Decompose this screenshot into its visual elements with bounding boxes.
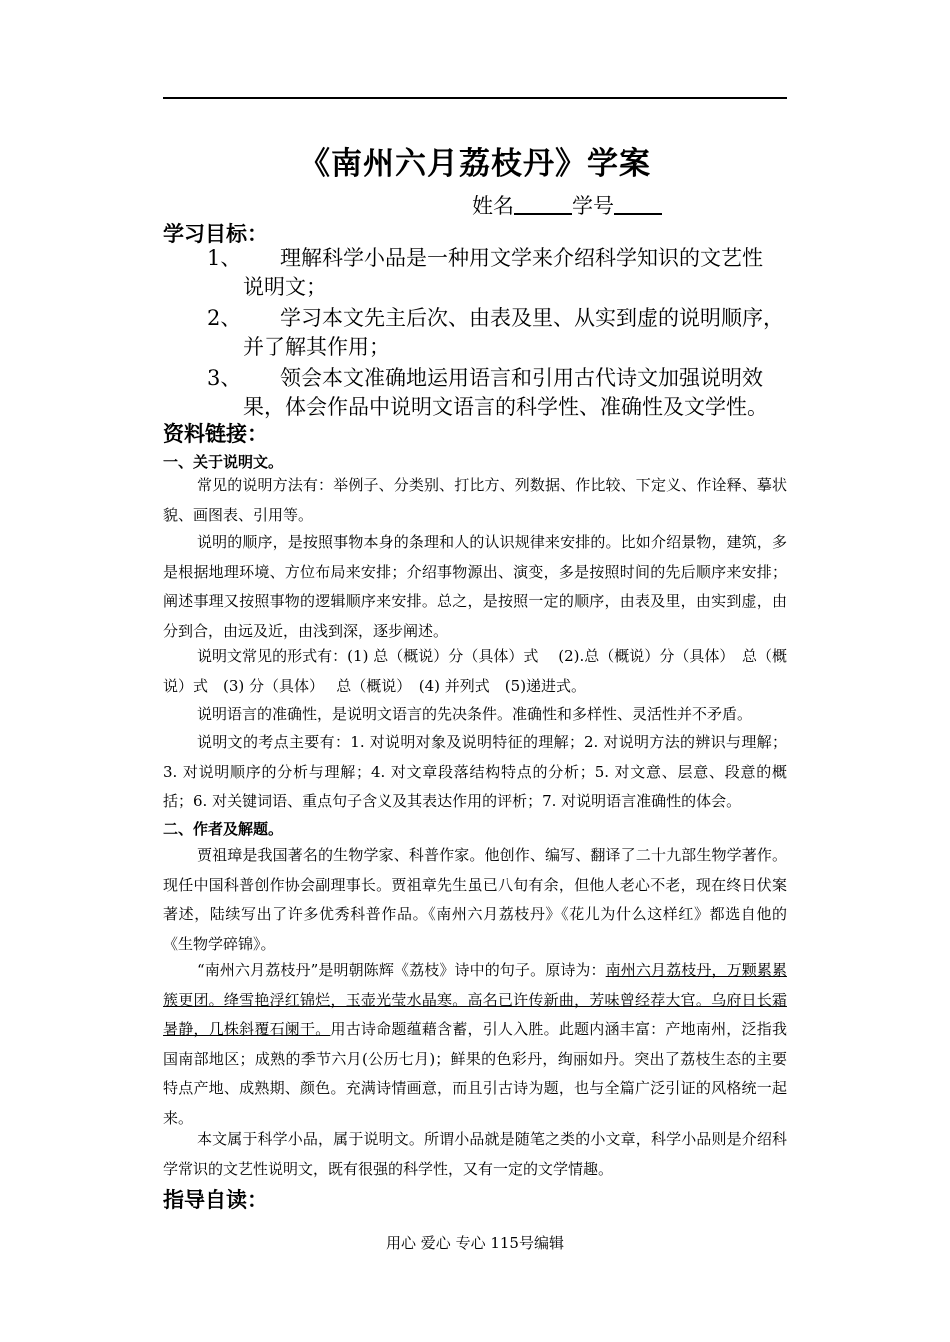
paragraph-order: 说明的顺序，是按照事物本身的条理和人的认识规律来安排的。比如介绍景物，建筑，多是根据地理环境、方位布局来安排；介绍事物源出、演变，多是按照时间的先后顺序来安排；阐述事理又按照事物的逻辑顺序来安排。总之，是按照一定的顺序，由表及里，由实到虚，由分到合，由远及近，由浅到深，逐步阐述。 (163, 533, 787, 640)
page-footer: 用心 爱心 专心 115号编辑 (386, 1234, 564, 1252)
paragraph-genre: 本文属于科学小品，属于说明文。所谓小品就是随笔之类的小文章，科学小品则是介绍科学常识的文艺性说明文，既有很强的科学性，又有一定的文学情趣。 (163, 1130, 787, 1178)
header-rule (163, 97, 787, 99)
goal-text-cont: 并了解其作用； (243, 335, 390, 359)
name-label: 姓名 (472, 194, 514, 218)
paragraph-methods: 常见的说明方法有：举例子、分类别、打比方、列数据、作比较、下定义、作诠释、摹状貌、画图表、引用等。 (163, 476, 787, 524)
poem-text: 南州六月荔枝丹，万颗累累簇更团。绛雪艳浮红锦烂，玉壶光莹水晶寒。高名已许传新曲，芳味曾经荐大官。乌府日长霜暑静，几株斜覆石阑干。 (163, 961, 787, 1038)
subsection-expository: 一、关于说明文。 (163, 453, 284, 471)
section-links-heading: 资料链接： (163, 422, 268, 446)
section-goals-heading: 学习目标： (163, 222, 268, 246)
section-guide-heading: 指导自读： (163, 1188, 268, 1212)
paragraph-exam-points: 说明文的考点主要有：1. 对说明对象及说明特征的理解；2. 对说明方法的辨识与理解；3. 对说明顺序的分析与理解；4. 对文章段落结构特点的分析；5. 对文意、层意、段意的概括；6. 对关键词语、重点句子含义及其表达作用的评析；7. 对说明语言准确性的体会。 (163, 733, 787, 810)
goals-list (163, 244, 793, 422)
goal-number: 1、 (207, 246, 242, 270)
paragraph-forms: 说明文常见的形式有：(1) 总（概说）分（具体）式 (2).总（概说）分（具体） 总（概说）式 (3) 分（具体） 总（概说） (4) 并列式 (5)递进式。 (163, 647, 787, 695)
id-blank[interactable] (614, 193, 662, 215)
goal-text-cont: 说明文； (243, 275, 327, 299)
goal-text: 领会本文准确地运用语言和引用古代诗文加强说明效 (280, 366, 763, 390)
goal-item (163, 304, 793, 362)
goal-text-cont: 果，体会作品中说明文语言的科学性、准确性及文学性。 (243, 395, 768, 419)
goal-text: 理解科学小品是一种用文学来介绍科学知识的文艺性 (280, 246, 763, 270)
name-id-line (472, 190, 662, 220)
paragraph-accuracy: 说明语言的准确性，是说明文语言的先决条件。准确性和多样性、灵活性并不矛盾。 (197, 705, 753, 723)
goal-number: 2、 (207, 306, 242, 330)
paragraph-author: 贾祖璋是我国著名的生物学家、科普作家。他创作、编写、翻译了二十九部生物学著作。现任中国科普创作协会副理事长。贾祖章先生虽已八旬有余，但他人老心不老，现在终日伏案著述，陆续写出了许多优秀科普作品。《南州六月荔枝丹》《花儿为什么这样红》都选自他的《生物学碎锦》。 (163, 846, 787, 953)
goal-item (163, 364, 793, 422)
paragraph-title-origin (163, 956, 787, 1133)
goal-item (163, 244, 793, 302)
name-blank[interactable] (514, 193, 572, 215)
subsection-author: 二、作者及解题。 (163, 820, 284, 838)
title-origin-analysis: 用古诗命题蕴藉含蓄，引人入胜。此题内涵丰富：产地南州，泛指我国南部地区；成熟的季节六月(公历七月)；鲜果的色彩丹，绚丽如丹。突出了荔枝生态的主要特点产地、成熟期、颜色。充满诗情画意，而且引古诗为题，也与全篇广泛引证的风格统一起来。 (163, 1020, 787, 1127)
title-origin-intro: “南州六月荔枝丹”是明朝陈辉《荔枝》诗中的句子。原诗为： (197, 961, 606, 979)
id-label: 学号 (572, 194, 614, 218)
goal-number: 3、 (207, 366, 242, 390)
page-title: 《南州六月荔枝丹》学案 (299, 146, 651, 182)
goal-text: 学习本文先主后次、由表及里、从实到虚的说明顺序， (280, 306, 784, 330)
